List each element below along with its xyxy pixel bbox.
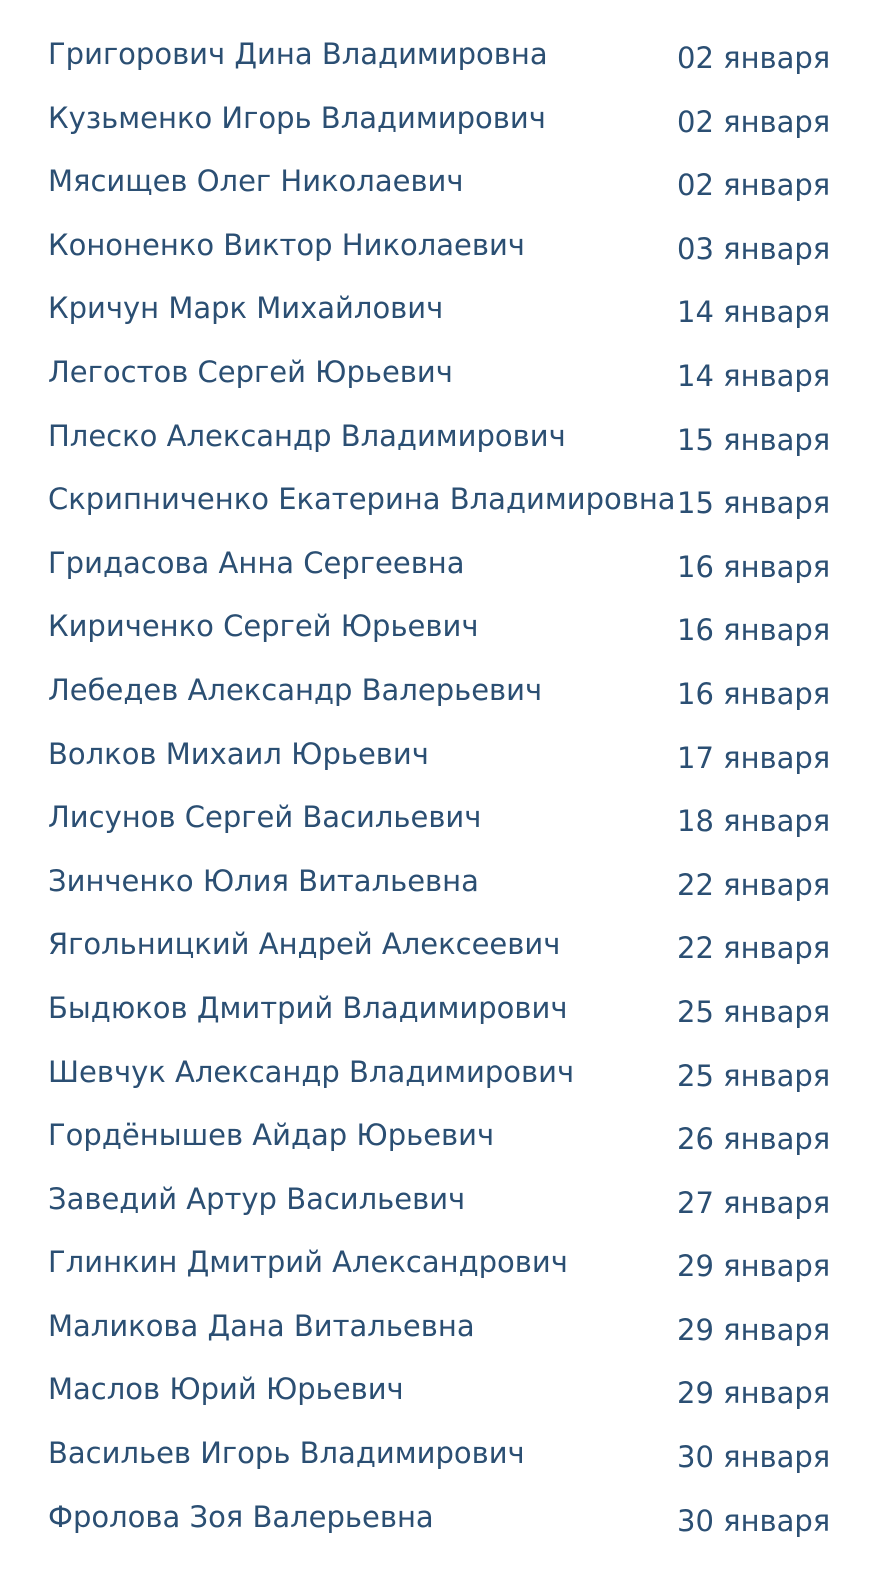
person-name: Маслов Юрий Юрьевич — [48, 1372, 404, 1407]
person-name: Шевчук Александр Владимирович — [48, 1054, 575, 1089]
birthday-date: 25 января — [677, 994, 831, 1029]
person-name: Глинкин Дмитрий Александрович — [48, 1245, 568, 1280]
list-item — [0, 151, 877, 215]
birthday-date: 16 января — [677, 613, 831, 648]
person-name: Заведий Артур Васильевич — [48, 1181, 466, 1216]
list-item — [0, 1105, 877, 1169]
list-item — [0, 278, 877, 342]
birthday-date: 02 января — [677, 104, 831, 139]
birthday-date: 17 января — [677, 740, 831, 775]
birthday-date: 15 января — [677, 486, 831, 521]
birthday-date: 27 января — [677, 1185, 831, 1220]
birthday-date: 15 января — [677, 422, 831, 457]
list-item — [0, 215, 877, 279]
person-name: Маликова Дана Витальевна — [48, 1308, 475, 1343]
person-name: Кириченко Сергей Юрьевич — [48, 609, 479, 644]
person-name: Григорович Дина Владимировна — [48, 37, 548, 71]
person-name: Ягольницкий Андрей Алексеевич — [48, 927, 561, 962]
person-name: Плеско Александр Владимирович — [48, 418, 566, 453]
person-name: Мясищев Олег Николаевич — [48, 164, 464, 199]
birthday-date: 30 января — [677, 1503, 831, 1538]
list-item — [0, 406, 877, 470]
person-name: Скрипниченко Екатерина Владимировна — [48, 482, 676, 517]
person-name: Гордёнышев Айдар Юрьевич — [48, 1118, 495, 1153]
list-item — [0, 533, 877, 597]
person-name: Кононенко Виктор Николаевич — [48, 227, 525, 262]
person-name: Гридасова Анна Сергеевна — [48, 545, 465, 580]
person-name: Фролова Зоя Валерьевна — [48, 1499, 434, 1534]
person-name: Кузьменко Игорь Владимирович — [48, 100, 546, 135]
list-item — [0, 978, 877, 1042]
birthday-date: 02 января — [677, 41, 831, 75]
person-name: Лебедев Александр Валерьевич — [48, 672, 543, 707]
person-name: Лисунов Сергей Васильевич — [48, 800, 482, 835]
person-name: Зинченко Юлия Витальевна — [48, 863, 479, 898]
birthday-date: 03 января — [677, 231, 831, 266]
birthday-date: 25 января — [677, 1058, 831, 1093]
list-item — [0, 1487, 877, 1551]
list-item — [0, 24, 877, 88]
birthday-list — [0, 24, 877, 1550]
birthday-date: 16 января — [677, 549, 831, 584]
birthday-date: 14 января — [677, 358, 831, 393]
list-item — [0, 787, 877, 851]
person-name: Легостов Сергей Юрьевич — [48, 354, 453, 389]
birthday-date: 26 января — [677, 1122, 831, 1157]
birthday-date: 18 января — [677, 804, 831, 839]
list-item — [0, 1169, 877, 1233]
person-name: Волков Михаил Юрьевич — [48, 736, 429, 771]
list-item — [0, 914, 877, 978]
birthday-date: 14 января — [677, 295, 831, 330]
birthday-date: 30 января — [677, 1440, 831, 1475]
person-name: Кричун Марк Михайлович — [48, 291, 444, 326]
list-item — [0, 596, 877, 660]
list-item — [0, 1296, 877, 1360]
list-item — [0, 88, 877, 152]
list-item — [0, 1423, 877, 1487]
list-item — [0, 342, 877, 406]
birthday-date: 02 января — [677, 168, 831, 203]
person-name: Васильев Игорь Владимирович — [48, 1436, 525, 1471]
list-item — [0, 1232, 877, 1296]
list-item — [0, 724, 877, 788]
birthday-date: 22 января — [677, 931, 831, 966]
birthday-date: 16 января — [677, 676, 831, 711]
list-item — [0, 660, 877, 724]
birthday-date: 29 января — [677, 1376, 831, 1411]
list-item — [0, 1042, 877, 1106]
person-name: Быдюков Дмитрий Владимирович — [48, 990, 568, 1025]
birthday-date: 29 января — [677, 1312, 831, 1347]
list-item — [0, 851, 877, 915]
birthday-date: 29 января — [677, 1249, 831, 1284]
birthday-date: 22 января — [677, 867, 831, 902]
list-item — [0, 1359, 877, 1423]
list-item — [0, 469, 877, 533]
